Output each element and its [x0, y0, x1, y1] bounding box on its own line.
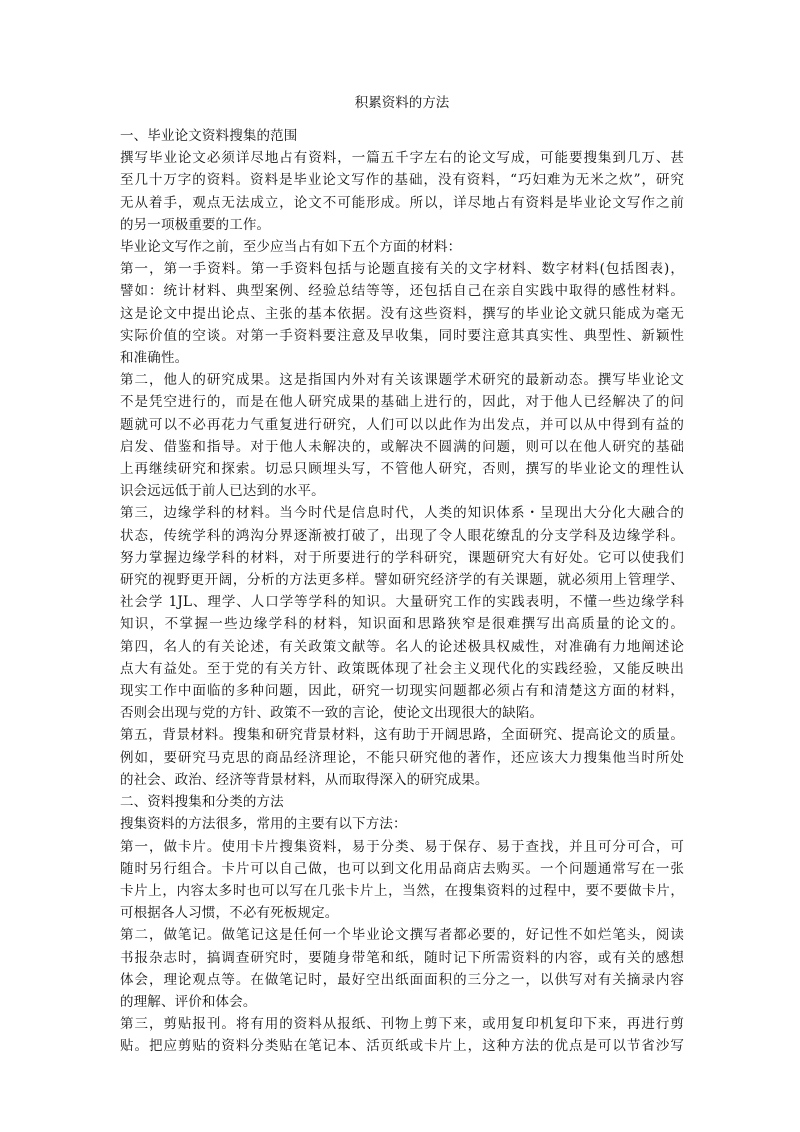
body-line: 贴。把应剪贴的资料分类贴在笔记本、活页纸或卡片上，这种方法的优点是可以节省沙写	[120, 1038, 684, 1055]
body-line: 这是论文中提出论点、主张的基本依据。没有这些资料，撰写的毕业论文就只能成为毫无	[120, 305, 684, 322]
body-line: 上再继续研究和探索。切忌只顾埋头写，不管他人研究，否则，撰写的毕业论文的理性认	[120, 461, 684, 478]
document-body	[120, 125, 684, 1058]
body-line: 一、毕业论文资料搜集的范围	[120, 128, 298, 144]
body-line: 撰写毕业论文必须详尽地占有资料，一篇五千字左右的论文写成，可能要搜集到几万、甚	[120, 150, 684, 167]
body-line: 第一，第一手资料。第一手资料包括与论题直接有关的文字材料、数字材料(包括图表)，	[120, 261, 684, 278]
body-line: 第二，做笔记。做笔记这是任何一个毕业论文撰写者都必要的，好记性不如烂笔头，阅读	[120, 927, 684, 944]
body-line: 例如，要研究马克思的商品经济理论，不能只研究他的著作，还应该大力搜集他当时所处	[120, 749, 684, 766]
body-line: 可根据各人习惯，不必有死板规定。	[120, 905, 339, 922]
body-line: 现实工作中面临的多种问题，因此，研究一切现实问题都必须占有和清楚这方面的材料，	[120, 683, 684, 700]
body-line: 无从着手，观点无法成立，论文不可能形成。所以，详尽地占有资料是毕业论文写作之前	[120, 194, 684, 211]
body-line: 研究的视野更开阔，分析的方法更多样。譬如研究经济学的有关课题，就必须用上管理学、	[120, 572, 684, 589]
document-page	[120, 92, 684, 1058]
body-line: 譬如：统计材料、典型案例、经验总结等等，还包括自己在亲自实践中取得的感性材料。	[120, 283, 684, 300]
body-line: 否则会出现与党的方针、政策不一致的言论，使论文出现很大的缺陷。	[120, 705, 544, 722]
body-line: 第二，他人的研究成果。这是指国内外对有关该课题学术研究的最新动态。撰写毕业论文	[120, 372, 684, 389]
body-line: 的理解、评价和体会。	[120, 993, 257, 1010]
body-line: 知识，不掌握一些边缘学科的材料，知识面和思路狭窄是很难撰写出高质量的论文的。	[120, 616, 684, 633]
body-line: 启发、借鉴和指导。对于他人未解决的，或解决不圆满的问题，则可以在他人研究的基础	[120, 438, 684, 455]
body-line: 书报杂志时，搞调查研究时，要随身带笔和纸，随时记下所需资料的内容，或有关的感想	[120, 949, 684, 966]
body-line: 识会远远低于前人已达到的水平。	[120, 483, 325, 500]
body-line: 第五，背景材料。搜集和研究背景材料，这有助于开阔思路，全面研究、提高论文的质量。	[120, 727, 684, 744]
body-line: 毕业论文写作之前，至少应当占有如下五个方面的材料：	[120, 239, 462, 256]
body-line: 题就可以不必再花力气重复进行研究，人们可以以此作为出发点，并可以从中得到有益的	[120, 416, 684, 433]
body-line: 实际价值的空谈。对第一手资料要注意及早收集，同时要注意其真实性、典型性、新颖性	[120, 327, 684, 344]
body-line: 第三，剪贴报刊。将有用的资料从报纸、刊物上剪下来，或用复印机复印下来，再进行剪	[120, 1016, 684, 1033]
body-line: 二、资料搜集和分类的方法	[120, 794, 284, 811]
body-line: 第一，做卡片。使用卡片搜集资料，易于分类、易于保存、易于查找，并且可分可合，可	[120, 838, 684, 855]
document-title: 积累资料的方法	[354, 95, 450, 111]
body-line: 和准确性。	[120, 350, 189, 367]
body-line: 不是凭空进行的，而是在他人研究成果的基础上进行的，因此，对于他人已经解决了的问	[120, 394, 684, 411]
body-line: 点大有益处。至于党的有关方针、政策既体现了社会主义现代化的实践经验，又能反映出	[120, 660, 684, 677]
body-line: 卡片上，内容太多时也可以写在几张卡片上，当然，在搜集资料的过程中，要不要做卡片，	[120, 882, 684, 899]
body-line: 第三，边缘学科的材料。当今时代是信息时代，人类的知识体系・呈现出大分化大融合的	[120, 505, 684, 522]
body-line: 随时另行组合。卡片可以自己做，也可以到文化用品商店去购买。一个问题通常写在一张	[120, 860, 684, 877]
body-line: 社会学 1JL、理学、人口学等学科的知识。大量研究工作的实践表明，不懂一些边缘学科	[120, 594, 684, 611]
body-line: 搜集资料的方法很多，常用的主要有以下方法：	[120, 816, 407, 833]
body-line: 第四，名人的有关论述，有关政策文献等。名人的论述极具权威性，对准确有力地阐述论	[120, 638, 684, 655]
body-line: 努力掌握边缘学科的材料，对于所要进行的学科研究，课题研究大有好处。它可以使我们	[120, 549, 684, 566]
body-line: 状态，传统学科的鸿沟分界逐渐被打破了，出现了令人眼花缭乱的分支学科及边缘学科。	[120, 527, 684, 544]
body-line: 的另一项极重要的工作。	[120, 216, 271, 233]
body-line: 至几十万字的资料。资料是毕业论文写作的基础，没有资料，“巧妇难为无米之炊”，研究	[120, 172, 684, 189]
body-line: 的社会、政治、经济等背景材料，从而取得深入的研究成果。	[120, 771, 489, 788]
body-line: 体会，理论观点等。在做笔记时，最好空出纸面面积的三分之一，以供写对有关摘录内容	[120, 971, 684, 988]
